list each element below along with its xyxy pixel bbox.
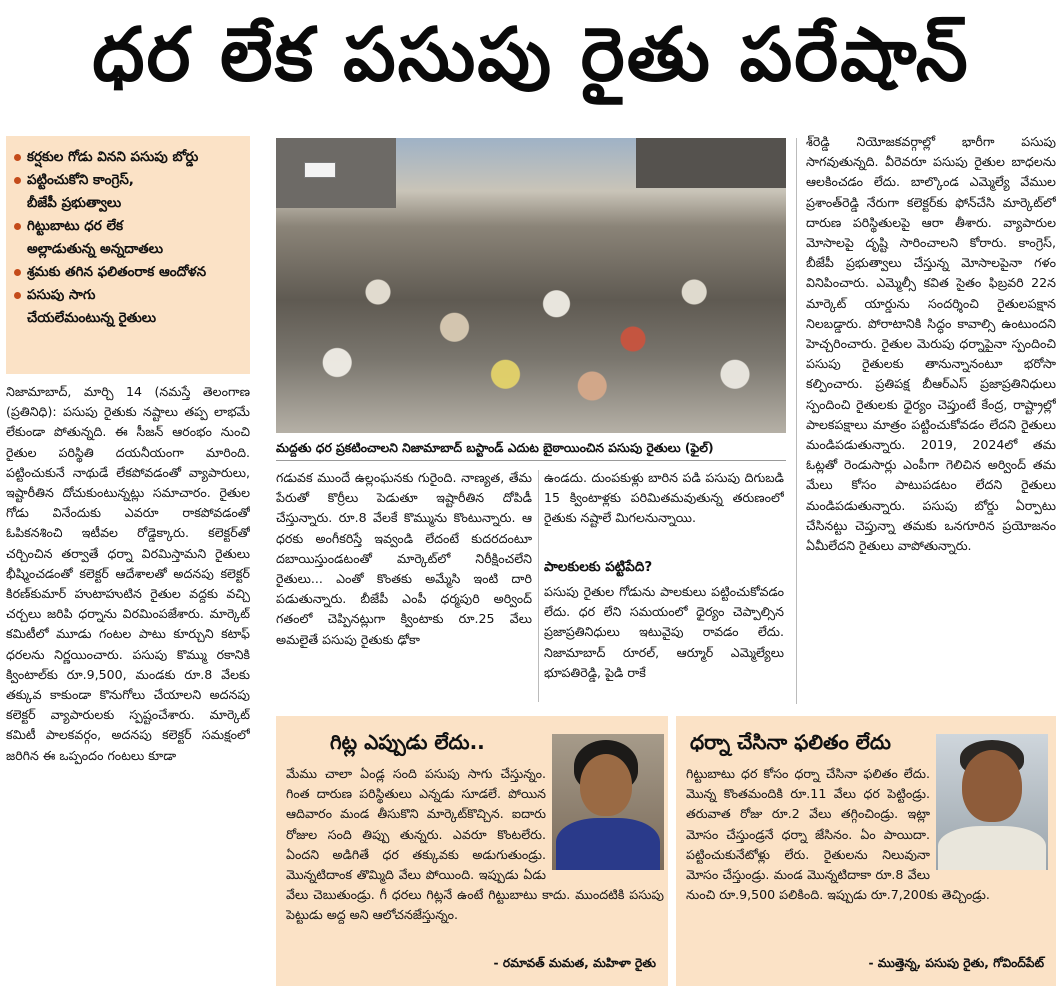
bullet-icon: [14, 223, 21, 230]
quote-text: గిట్టుబాటు ధర కోసం ధర్నా చేసినా ఫలితం లేదు. మొన్న కొంతమందికి రూ.11 వేలు ధర పెట్టిండ్రు. తరువాత రోజు రూ.2 వేలు తగ్గించిండ్రు. ఇట్లా మోసం చేస్తుండ్రనే ధర్నా జేసినం. ఏం పాయిదా. పట్టించుకునేటోళ్లు లేరు. రైతులను నిలువునా మోసం చేస్తుండ్రు. మండ మొన్నటిదాకా రూ.8 వేలు నుంచి రూ.9,500 పలికింది. ఇప్పుడు రూ.7,200కు తెచ్చిండ్రు.: [686, 764, 1050, 954]
quote-box-2: [676, 716, 1056, 986]
article-column-2: గడువక ముందే ఉల్లంఘనకు గురైంది. నాణ్యత, తేమ పేరుతో కొర్రీలు పెడుతూ ఇష్టారీతిన దోపిడీ చేస్తున్నారు. రూ.8 వేలకే కొమ్మును కొంటున్నారు. ఆ ధరకు అంగీకరిస్తే ఇవ్వండి లేదంటే కుదరదంటూ దబాయిస్తుండటంతో మార్కెట్‌లో నిరీక్షించలేని రైతులు... ఎంతో కొంతకు అమ్మేసి ఇంటి దారి పడుతున్నారు. బీజేపీ ఎంపీ ధర్మపురి అర్వింద్ గతంలో చెప్పినట్లుగా క్వింటాకు రూ.25 వేలు అమలైతే పసుపు రైతుకు ఢోకా: [276, 470, 532, 647]
quote-source: - ముత్తెన్న, పసుపు రైతు, గోవింద్‌పేట్: [868, 956, 1044, 970]
column-divider: [796, 138, 797, 704]
quote-box-1: [276, 716, 668, 986]
highlight-item: కర్షకుల గోడు వినని పసుపు బోర్డు: [14, 146, 244, 169]
gate-sign: [304, 162, 336, 178]
highlight-item-cont: అల్లాడుతున్న అన్నదాతలు: [27, 241, 164, 257]
quote-title: ధర్నా చేసినా ఫలితం లేదు: [690, 730, 891, 754]
wrap-spacer: [930, 764, 1050, 872]
protest-photo: [276, 138, 786, 433]
highlights-box: [6, 136, 250, 374]
bullet-icon: [14, 269, 21, 276]
article-column-3b: పసుపు రైతుల గోడును పాలకులు పట్టించుకోవడం లేదు. ధర లేని సమయంలో ధైర్యం చెప్పాల్సిన ప్రజాప్రతినిధులు ఇటువైపు రావడం లేదు. నిజామాబాద్ రూరల్, ఆర్మూర్ ఎమ్మెల్యేలు భూపతిరెడ్డి, పైడి రాకే: [544, 584, 784, 680]
photo-caption: మద్దతు ధర ప్రకటించాలని నిజామాబాద్ బస్టాండ్ ఎదుట బైఠాయించిన పసుపు రైతులు (ఫైల్): [276, 436, 786, 461]
headline: ధర లేక పసుపు రైతు పరేషాన్: [92, 12, 970, 98]
quote-text: మేము చాలా ఏండ్ల సంది పసుపు సాగు చేస్తున్నం. గింత దారుణ పరిస్థితులు ఎన్నడు సూడలే. పోయిన ఆదివారం మండ తీసుకొని మార్కెట్‌కొచ్చిన. ఐదారు రోజుల సంది తిప్పు తున్నరు. ఎవరూ కొంటలేరు. ఏందని అడిగితే ధర తక్కువకు అడుగుతుండ్రు. మొన్నటిదాంక తొమ్మిది వేలు పోయింది. ఇప్పుడు ఏడు వేలు చెబుతుండ్రు. గీ ధరలు గిట్లనే ఉంటే గిట్టుబాటు కాదు. ముందటికి పసుపు పెట్టుడు అద్ద అని ఆలోచనజేస్తున్నం.: [286, 766, 664, 923]
column-divider: [538, 470, 539, 702]
crowd-shape: [276, 198, 786, 433]
article-column-4: శ్‌రెడ్డి నియోజకవర్గాల్లో భారీగా పసుపు సాగవుతున్నది. వీరెవరూ పసుపు రైతుల బాధలను ఆలకించడం లేదు. బాల్కొండ ఎమ్మెల్యే వేముల ప్రశాంత్‌రెడ్డి నేరుగా కలెక్టర్‌కు ఫోన్‌చేసి మార్కెట్‌లో దారుణ పరిస్థితులపై ఆరా తీశారు. వ్యాపారుల మోసాలపై దృష్టి సారించాలని కోరారు. కాంగ్రెస్, బీజేపీ ప్రభుత్వాలు చేస్తున్న మోసాలపైనా గళం వినిపించారు. ఎమ్మెల్సీ కవిత సైతం ఫిబ్రవరి 22న మార్కెట్ యార్డును సందర్శించి రైతులపక్షాన నిలబడ్డారు. పోరాటానికి సిద్ధం కావాల్సి ఉంటుందని హెచ్చరించారు. రైతుల మెరుపు ధర్నాపైనా స్పందించి పసుపు రైతులకు తానున్నానంటూ భరోసా కల్పించారు. ప్రతిపక్ష బీఆర్ఎస్ ప్రజాప్రతినిధులు స్పందించి రైతులకు ధైర్యం చెప్తుంటే కేంద్ర, రాష్ట్రాల్లో పాలకపక్షాలు మాత్రం పట్టించుకోవడం లేదని రైతులు మండిపడుతున్నారు. 2019, 2024లో తమ ఓట్లతో రెండుసార్లు ఎంపీగా గెలిచిన అర్వింద్ తమ మేలు కోసం పాటుపడటం లేదని రైతులు మండిపడుతున్నారు. పసుపు బోర్డు ఏర్పాటు చేసినట్టు చెప్తున్నా తమకు ఒనగూరిన ప్రయోజనం ఏమీలేదని రైతులు వాపోతున్నారు.: [806, 134, 1056, 554]
highlight-item: పసుపు సాగు: [14, 284, 244, 307]
highlight-item-cont: చేయలేమంటున్న రైతులు: [27, 310, 157, 326]
bullet-icon: [14, 154, 21, 161]
highlight-item: శ్రమకు తగిన ఫలితంరాక ఆందోళన: [14, 261, 244, 284]
building-shape: [636, 138, 786, 188]
wrap-spacer: [546, 764, 664, 872]
bullet-icon: [14, 177, 21, 184]
bullet-icon: [14, 292, 21, 299]
highlight-item-cont: బీజేపీ ప్రభుత్వాలు: [27, 195, 122, 211]
quote-title: గిట్ల ఎప్పుడు లేదు..: [330, 730, 485, 754]
quote-source: - రమావత్ మమత, మహిళా రైతు: [493, 956, 656, 970]
highlight-item: పట్టించుకోని కాంగ్రెస్,: [14, 169, 244, 192]
highlight-item: గిట్టుబాటు ధర లేక: [14, 215, 244, 238]
article-column-3a: ఉండదు. దుంపకుళ్లు బారిన పడి పసుపు దిగుబడి 15 క్వింటాళ్లకు పరిమితమవుతున్న తరుణంలో రైతుకు నష్టాలే మిగలనున్నాయి.: [544, 470, 784, 526]
article-column-1: నిజామాబాద్, మార్చి 14 (నమస్తే తెలంగాణ (ప్రతినిధి): పసుపు రైతుకు నష్టాలు తప్ప లాభమే లేకుండా పోతున్నది. ఈ సీజన్ ఆరంభం నుంచి రైతుల పరిస్థితి దయనీయంగా మారింది. పట్టించుకునే నాథుడే లేకపోవడంతో వ్యాపారులు, ఇష్టారీతిన దోచుకుంటున్నట్లు సమాచారం. రైతుల గోడు వినేందుకు ఎవరూ రాకపోవడంతో ఓపికనశించి ఇటీవల రోడ్డెక్కారు. కలెక్టర్‌తో చర్చించిన తర్వాతే ధర్నా విరమిస్తామని రైతులు భీష్మించడంతో కలెక్టర్ ఆదేశాలతో అదనపు కలెక్టర్ కిరణ్‌కుమార్ హుటాహుటిన రైతుల వద్దకు వచ్చి చర్చలు జరిపి ధర్నాను విరమింపజేశారు. మార్కెట్ కమిటీలో మూడు గంటల పాటు కూర్చుని కటాఫ్ ధరలను నిర్ణయించారు. పసుపు కొమ్ము రకానికి క్వింటాల్‌కు రూ.9,500, మండకు రూ.8 వేలకు తక్కువ కాకుండా కొనుగోలు చేయాలని అదనపు కలెక్టర్ వ్యాపారులకు స్పష్టంచేశారు. మార్కెట్ కమిటీ పాలకవర్గం, అదనపు కలెక్టర్ సమక్షంలో జరిగిన ఈ ఒప్పందం గంటలు కూడా: [6, 384, 250, 763]
subheading: పాలకులకు పట్టిపేది?: [544, 559, 653, 575]
